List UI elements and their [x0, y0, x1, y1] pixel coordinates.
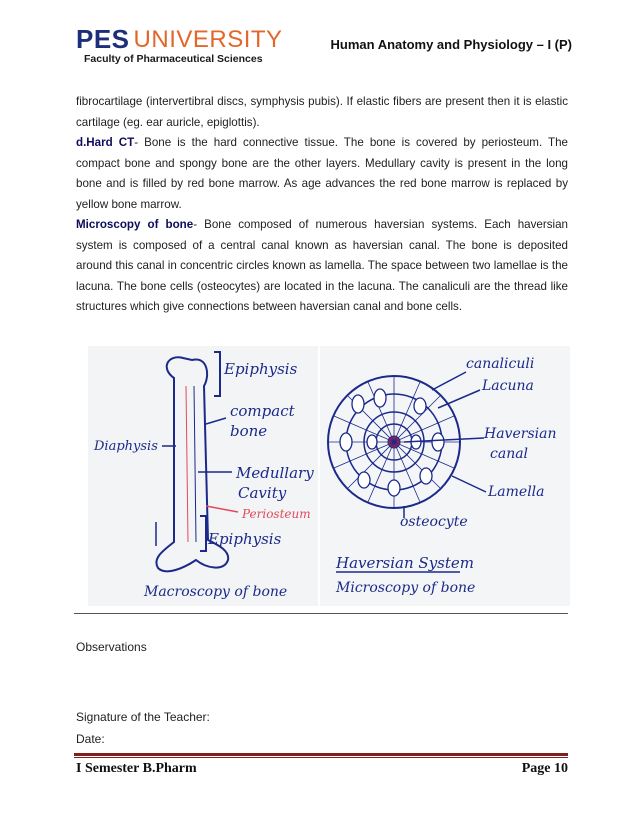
macroscopy-drawing [88, 346, 318, 606]
course-title: Human Anatomy and Physiology – I (P) [330, 37, 572, 52]
logo-pes: PES [76, 24, 130, 54]
label-haversian-1: Haversian [484, 426, 557, 442]
microscopy-text: - Bone composed of numerous haversian systems. Each haversian system is composed of a central canal known as haversian canal. The bone is deposited around this canal in concentric circles known as lamella. The space between two lamellae is the lacuna. The bone cells (osteocytes) are located in the lacuna. The canaliculi are the thread like structures which give connections between haversian canal and bone cells. [76, 218, 568, 313]
body-text [76, 92, 568, 318]
paragraph-microscopy [76, 215, 568, 318]
label-haversian-2: canal [490, 446, 529, 462]
label-compact-1: compact [230, 402, 295, 420]
footer-page-number: Page 10 [521, 761, 568, 776]
label-epiphysis-top: Epiphysis [224, 360, 298, 378]
section-divider [74, 613, 568, 614]
label-lamella: Lamella [488, 484, 545, 500]
paragraph-fibrocartilage: fibrocartilage (intervertibral discs, symphysis pubis). If elastic fibers are present then it is elastic cartilage (eg. ear auricle, epiglottis). [76, 95, 568, 129]
label-medullary-2: Cavity [238, 484, 287, 502]
paragraph-hard-ct [76, 133, 568, 215]
caption-macroscopy: Macroscopy of bone [144, 584, 288, 600]
label-canaliculi: canaliculi [466, 356, 535, 372]
label-epiphysis-bottom: Epiphysis [208, 530, 282, 548]
label-lacuna: Lacuna [482, 378, 534, 394]
microscopy-heading: Microscopy of bone [76, 218, 194, 231]
label-periosteum: Periosteum [242, 507, 311, 521]
teacher-signature-label: Signature of the Teacher: [76, 710, 210, 724]
observations-label: Observations [76, 640, 147, 654]
university-logo [74, 24, 283, 70]
faculty-name: Faculty of Pharmaceutical Sciences [84, 53, 263, 65]
hard-ct-text: - Bone is the hard connective tissue. The bone is covered by periosteum. The compact bone and spongy bone are the other layers. Medullary cavity is present in the long bone and is filled by red bone marrow. As age advances the red bone marrow is replaced by yellow bone marrow. [76, 136, 568, 211]
bone-figure [88, 346, 568, 606]
date-label: Date: [76, 732, 105, 746]
hard-ct-heading: d.Hard CT [76, 136, 135, 149]
logo-university: UNIVERSITY [133, 25, 283, 53]
label-compact-2: bone [230, 422, 268, 440]
label-diaphysis: Diaphysis [94, 439, 158, 454]
label-medullary-1: Medullary [236, 464, 314, 482]
label-osteocyte: osteocyte [400, 514, 468, 530]
caption-microscopy: Microscopy of bone [336, 580, 476, 596]
haversian-system-drawing [320, 346, 570, 606]
footer-rule [74, 753, 568, 756]
footer-semester: I Semester B.Pharm [76, 761, 197, 776]
footer-rule-thin [74, 757, 568, 758]
caption-haversian-system: Haversian System [336, 554, 474, 572]
